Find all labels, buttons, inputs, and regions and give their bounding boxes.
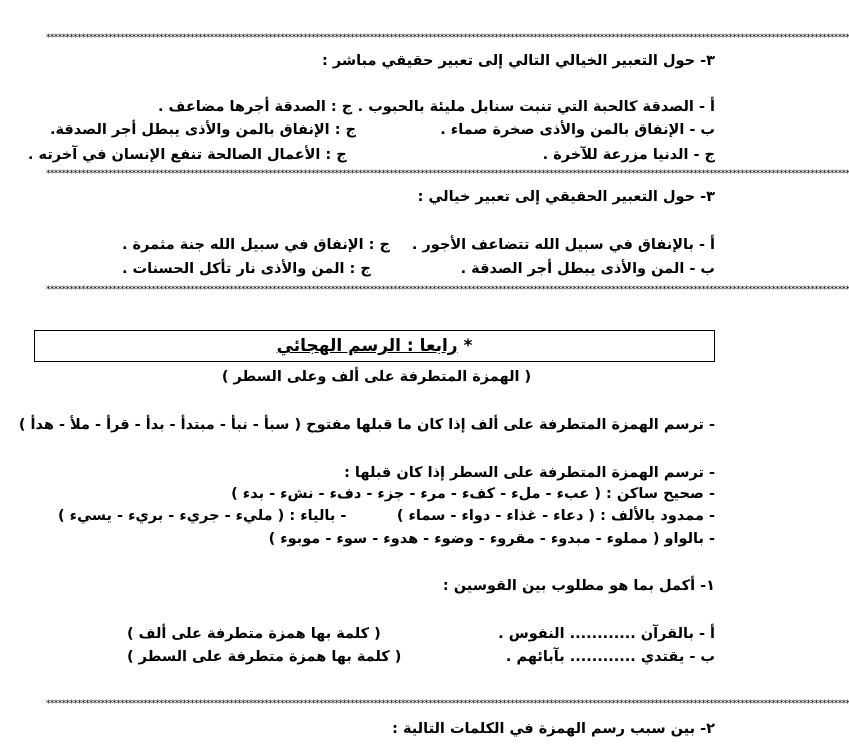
heading-star: * — [463, 336, 473, 356]
exercise-right-line: ب - الإنفاق بالمن والأذى صخرة صماء . — [440, 122, 715, 138]
section-title-literal-to-figurative: ٣- حول التعبير الحقيقي إلى تعبير خيالي : — [417, 189, 715, 205]
answer-left-line: ج : الإنفاق في سبيل الله جنة مثمرة . — [122, 237, 390, 253]
rule-mamdud-alif: - ممدود بالألف : ( دعاء - غذاء - دواء - سماء ) — [396, 508, 715, 524]
exercise-hint: ( كلمة بها همزة متطرفة على السطر ) — [127, 649, 402, 665]
section-heading — [35, 336, 714, 356]
exercise-complete-title: ١- أكمل بما هو مطلوب بين القوسين : — [442, 578, 715, 594]
exercise-right-line: ب - المن والأذى يبطل أجر الصدقة . — [460, 261, 715, 277]
star-divider: ************************************************************************************************************************************************************************************************************** — [46, 285, 849, 295]
section-title-hamza-reason: ٢- بين سبب رسم الهمزة في الكلمات التالية : — [392, 721, 715, 737]
exercise-fill-line: أ - بالقرآن ............ النفوس . — [498, 626, 715, 642]
answer-left-line: ج : المن والأذى نار تأكل الحسنات . — [122, 261, 371, 277]
answer-left-line: ج : الأعمال الصالحة تنفع الإنسان في آخرته . — [28, 147, 347, 163]
exercise-hint: ( كلمة بها همزة متطرفة على ألف ) — [127, 626, 381, 642]
star-divider: ************************************************************************************************************************************************************************************************************** — [46, 169, 849, 179]
rule-line-intro: - ترسم الهمزة المتطرفة على السطر إذا كان قبلها : — [344, 465, 715, 481]
rule-mamdud-waw: - بالواو ( مملوء - مبدوء - مقروء - وضوء - هدوء - سوء - موبوء ) — [268, 531, 715, 547]
answer-left-line: ج : الإنفاق بالمن والأذى يبطل أجر الصدقة. — [50, 122, 357, 138]
heading-text: رابعا : الرسم الهجائي — [276, 336, 458, 356]
exercise-right-line: أ - بالإنفاق في سبيل الله تتضاعف الأجور . — [411, 237, 715, 253]
heading-subtitle: ( الهمزة المتطرفة على ألف وعلى السطر ) — [221, 369, 532, 385]
section-heading-box — [34, 330, 715, 362]
rule-mamdud-ya: - بالياء : ( مليء - جريء - بريء - يسيء ) — [58, 508, 347, 524]
exercise-right-line: أ - الصدقة كالحبة التي تنبت سنابل مليئة بالحبوب . — [357, 99, 715, 115]
answer-left-line: ج : الصدقة أجرها مضاعف . — [158, 99, 353, 115]
section-title-figurative-to-literal: ٣- حول التعبير الخيالي التالي إلى تعبير حقيقي مباشر : — [322, 53, 715, 69]
star-divider: ************************************************************************************************************************************************************************************************************** — [46, 33, 849, 43]
exercise-fill-line: ب - يقتدي ............ بآبائهم . — [505, 649, 715, 665]
star-divider: ************************************************************************************************************************************************************************************************************** — [46, 699, 849, 709]
rule-sahih-sakin: - صحيح ساكن : ( عبء - ملء - كفء - مرء - جزء - دفء - نشء - بدء ) — [231, 486, 715, 502]
rule-alif: - ترسم الهمزة المتطرفة على ألف إذا كان ما قبلها مفتوح ( سبأ - نبأ - مبتدأ - بدأ - قرأ - ملأ - هدأ ) — [18, 417, 715, 433]
exercise-right-line: ج - الدنيا مزرعة للآخرة . — [542, 147, 715, 163]
